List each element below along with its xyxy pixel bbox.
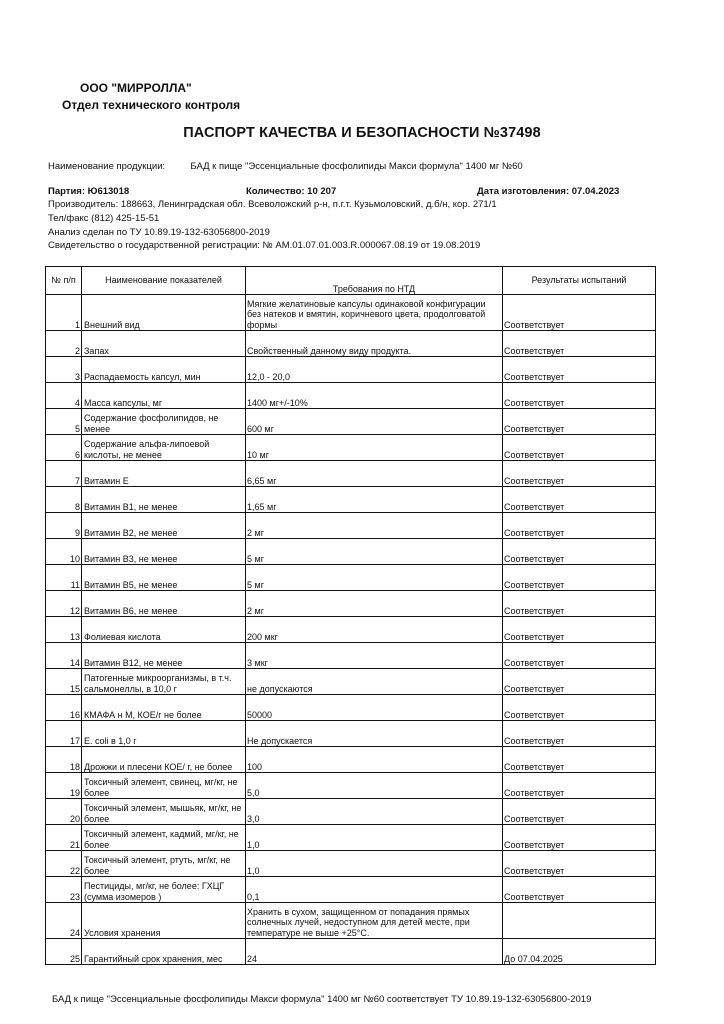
product-line xyxy=(48,161,523,172)
requirement: не допускаются xyxy=(246,669,503,695)
product-label: Наименование продукции: xyxy=(48,161,166,172)
test-result: Соответствует xyxy=(503,513,656,539)
row-number: 6 xyxy=(46,435,82,461)
row-number: 3 xyxy=(46,357,82,383)
product-value: БАД к пище "Эссенциальные фосфолипиды Макси формула" 1400 мг №60 xyxy=(190,161,523,172)
table-row xyxy=(46,747,656,773)
requirement: Не допускается xyxy=(246,721,503,747)
table-row xyxy=(46,487,656,513)
table-row xyxy=(46,903,656,939)
date-label: Дата изготовления: xyxy=(477,186,570,197)
quality-table xyxy=(45,266,656,965)
row-number: 16 xyxy=(46,695,82,721)
table-row xyxy=(46,591,656,617)
test-result: Соответствует xyxy=(503,295,656,331)
row-number: 12 xyxy=(46,591,82,617)
requirement: 2 мг xyxy=(246,513,503,539)
header-num: № п/п xyxy=(46,267,82,295)
table-row xyxy=(46,799,656,825)
batch-value: Ю613018 xyxy=(87,186,130,197)
indicator-name: Дрожжи и плесени КОЕ/ г, не более xyxy=(82,747,246,773)
manufacturer-value: 188663, Ленинградская обл. Всеволожский р-н, п.г.т. Кузьмоловский, д.б/н, кор. 271/1 xyxy=(120,199,497,210)
table-header-row xyxy=(46,267,656,295)
requirement: 50000 xyxy=(246,695,503,721)
table-row xyxy=(46,383,656,409)
department-name: Отдел технического контроля xyxy=(62,98,241,112)
requirement: 5 мг xyxy=(246,565,503,591)
test-result: Соответствует xyxy=(503,461,656,487)
row-number: 13 xyxy=(46,617,82,643)
indicator-name: Витамин В6, не менее xyxy=(82,591,246,617)
table-row xyxy=(46,721,656,747)
row-number: 7 xyxy=(46,461,82,487)
test-result: Соответствует xyxy=(503,617,656,643)
table-row xyxy=(46,877,656,903)
row-number: 20 xyxy=(46,799,82,825)
test-result: Соответствует xyxy=(503,877,656,903)
indicator-name: Фолиевая кислота xyxy=(82,617,246,643)
indicator-name: Витамин В5, не менее xyxy=(82,565,246,591)
indicator-name: Витамин В1, не менее xyxy=(82,487,246,513)
table-row xyxy=(46,331,656,357)
document-title: ПАСПОРТ КАЧЕСТВА И БЕЗОПАСНОСТИ №37498 xyxy=(183,125,541,141)
row-number: 9 xyxy=(46,513,82,539)
manufacturer-label: Производитель: xyxy=(48,199,119,210)
row-number: 25 xyxy=(46,939,82,965)
test-result: Соответствует xyxy=(503,383,656,409)
row-number: 18 xyxy=(46,747,82,773)
table-row xyxy=(46,539,656,565)
requirement: Свойственный данному виду продукта. xyxy=(246,331,503,357)
row-number: 22 xyxy=(46,851,82,877)
table-row xyxy=(46,295,656,331)
indicator-name: E. coli в 1,0 г xyxy=(82,721,246,747)
requirement: Хранить в сухом, защищенном от попадания прямых солнечных лучей, недоступном для детей месте, при температуре не выше +25°С. xyxy=(246,903,503,939)
row-number: 15 xyxy=(46,669,82,695)
indicator-name: Патогенные микроорганизмы, в т.ч. сальмонеллы, в 10,0 г xyxy=(82,669,246,695)
row-number: 11 xyxy=(46,565,82,591)
test-result: Соответствует xyxy=(503,591,656,617)
row-number: 17 xyxy=(46,721,82,747)
indicator-name: КМАФА н М, КОЕ/г не более xyxy=(82,695,246,721)
test-result: Соответствует xyxy=(503,669,656,695)
test-result: Соответствует xyxy=(503,825,656,851)
row-number: 4 xyxy=(46,383,82,409)
table-row xyxy=(46,825,656,851)
requirement: 5,0 xyxy=(246,773,503,799)
table-row xyxy=(46,513,656,539)
indicator-name: Условия хранения xyxy=(82,903,246,939)
indicator-name: Содержание альфа-липоевой кислоты, не менее xyxy=(82,435,246,461)
requirement: 5 мг xyxy=(246,539,503,565)
table-row xyxy=(46,565,656,591)
requirement: Мягкие желатиновые капсулы одинаковой конфигурации без натеков и вмятин, коричневого цвета, продолговатой формы xyxy=(246,295,503,331)
indicator-name: Витамин В2, не менее xyxy=(82,513,246,539)
requirement: 1,65 мг xyxy=(246,487,503,513)
row-number: 5 xyxy=(46,409,82,435)
quantity-field xyxy=(246,186,336,197)
row-number: 14 xyxy=(46,643,82,669)
requirement: 1,0 xyxy=(246,851,503,877)
quantity-label: Количество: xyxy=(246,186,305,197)
row-number: 24 xyxy=(46,903,82,939)
phone-line: Тел/факс (812) 425-15-51 xyxy=(48,213,160,224)
certificate-line: Свидетельство о государственной регистрации: № AM.01.07.01.003.R.000067.08.19 от 19.08.2019 xyxy=(48,240,481,251)
test-result: До 07.04.2025 xyxy=(503,939,656,965)
requirement: 6,65 мг xyxy=(246,461,503,487)
table-row xyxy=(46,773,656,799)
analysis-line: Анализ сделан по ТУ 10.89.19-132-63056800-2019 xyxy=(48,227,270,238)
indicator-name: Витамин В12, не менее xyxy=(82,643,246,669)
row-number: 21 xyxy=(46,825,82,851)
requirement: 600 мг xyxy=(246,409,503,435)
indicator-name: Токсичный элемент, свинец, мг/кг, не более xyxy=(82,773,246,799)
test-result: Соответствует xyxy=(503,487,656,513)
test-result: Соответствует xyxy=(503,773,656,799)
row-number: 19 xyxy=(46,773,82,799)
indicator-name: Масса капсулы, мг xyxy=(82,383,246,409)
test-result: Соответствует xyxy=(503,409,656,435)
indicator-name: Внешний вид xyxy=(82,295,246,331)
row-number: 2 xyxy=(46,331,82,357)
test-result: Соответствует xyxy=(503,539,656,565)
indicator-name: Токсичный элемент, кадмий, мг/кг, не более xyxy=(82,825,246,851)
test-result: Соответствует xyxy=(503,331,656,357)
row-number: 10 xyxy=(46,539,82,565)
table-row xyxy=(46,695,656,721)
header-name: Наименование показателей xyxy=(82,267,246,295)
manufacturer-line xyxy=(48,199,497,210)
test-result: Соответствует xyxy=(503,357,656,383)
quantity-value: 10 207 xyxy=(307,186,337,197)
company-name: ООО "МИРРОЛЛА" xyxy=(80,81,192,95)
indicator-name: Токсичный элемент, ртуть, мг/кг, не более xyxy=(82,851,246,877)
test-result: Соответствует xyxy=(503,721,656,747)
table-row xyxy=(46,939,656,965)
requirement: 2 мг xyxy=(246,591,503,617)
requirement: 1400 мг+/-10% xyxy=(246,383,503,409)
batch-field xyxy=(48,186,129,197)
table-row xyxy=(46,851,656,877)
table-row xyxy=(46,357,656,383)
indicator-name: Запах xyxy=(82,331,246,357)
header-requirements: Требования по НТД xyxy=(246,267,503,295)
date-value: 07.04.2023 xyxy=(571,186,620,197)
requirement: 3 мкг xyxy=(246,643,503,669)
indicator-name: Пестициды, мг/кг, не более: ГХЦГ (сумма изомеров ) xyxy=(82,877,246,903)
table-row xyxy=(46,409,656,435)
requirement: 100 xyxy=(246,747,503,773)
indicator-name: Витамин В3, не менее xyxy=(82,539,246,565)
requirement: 12,0 - 20,0 xyxy=(246,357,503,383)
test-result: Соответствует xyxy=(503,643,656,669)
indicator-name: Гарантийный срок хранения, мес xyxy=(82,939,246,965)
table-row xyxy=(46,617,656,643)
test-result xyxy=(503,903,656,939)
table-row xyxy=(46,643,656,669)
row-number: 1 xyxy=(46,295,82,331)
requirement: 24 xyxy=(246,939,503,965)
table-row xyxy=(46,435,656,461)
row-number: 23 xyxy=(46,877,82,903)
indicator-name: Распадаемость капсул, мин xyxy=(82,357,246,383)
test-result: Соответствует xyxy=(503,695,656,721)
requirement: 10 мг xyxy=(246,435,503,461)
test-result: Соответствует xyxy=(503,435,656,461)
indicator-name: Содержание фосфолипидов, не менее xyxy=(82,409,246,435)
test-result: Соответствует xyxy=(503,565,656,591)
requirement: 200 мкг xyxy=(246,617,503,643)
requirement: 0,1 xyxy=(246,877,503,903)
date-field xyxy=(477,186,619,197)
batch-label: Партия: xyxy=(48,186,85,197)
row-number: 8 xyxy=(46,487,82,513)
company-block xyxy=(62,80,241,114)
table-row xyxy=(46,669,656,695)
indicator-name: Токсичный элемент, мышьяк, мг/кг, не более xyxy=(82,799,246,825)
test-result: Соответствует xyxy=(503,851,656,877)
test-result: Соответствует xyxy=(503,747,656,773)
indicator-name: Витамин Е xyxy=(82,461,246,487)
conformity-statement: БАД к пище "Эссенциальные фосфолипиды Макси формула" 1400 мг №60 соответствует ТУ 10.89.19-132-63056800-2019 xyxy=(52,994,592,1005)
header-results: Результаты испытаний xyxy=(503,267,656,295)
requirement: 1,0 xyxy=(246,825,503,851)
requirement: 3,0 xyxy=(246,799,503,825)
table-row xyxy=(46,461,656,487)
test-result: Соответствует xyxy=(503,799,656,825)
